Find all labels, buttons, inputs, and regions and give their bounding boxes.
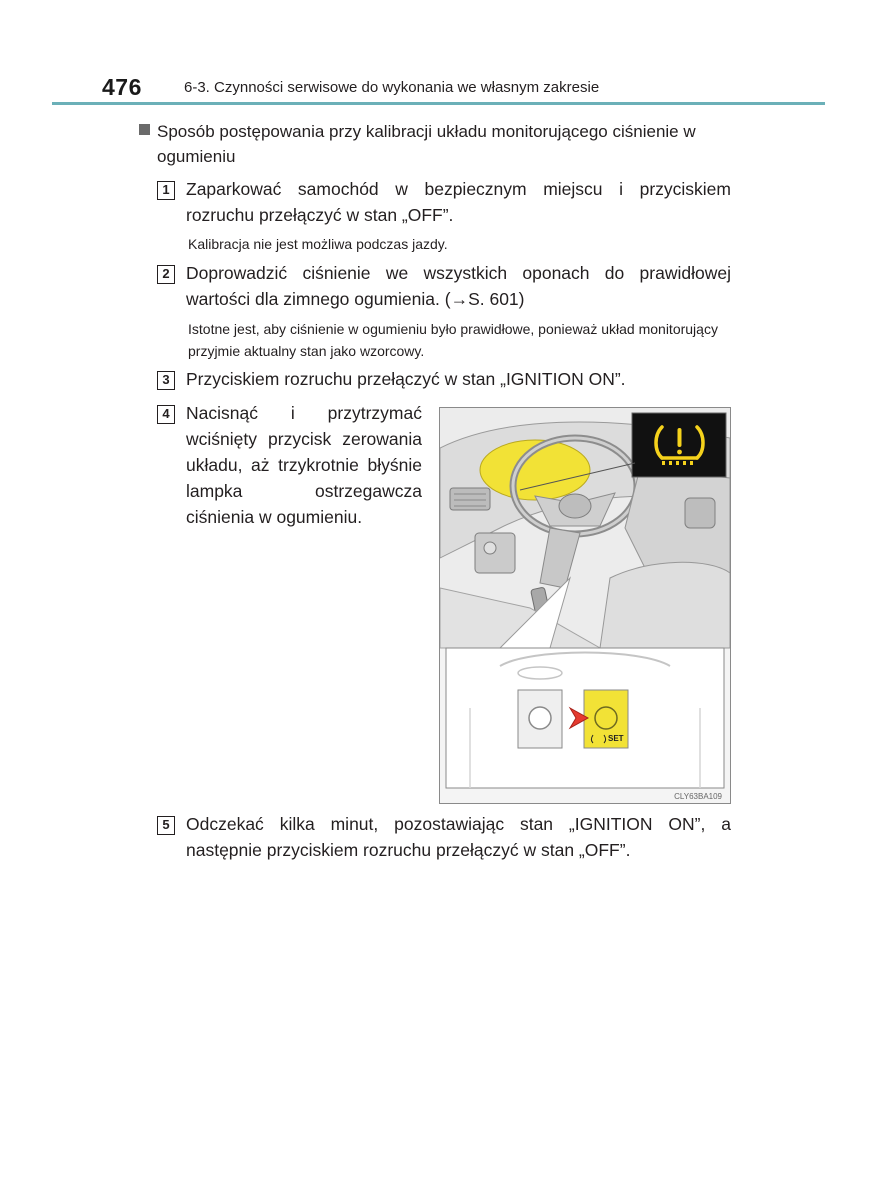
step-number-4: 4 [157, 405, 175, 424]
header-divider [52, 102, 825, 105]
step-number-3: 3 [157, 371, 175, 390]
step-1-note: Kalibracja nie jest możliwa podczas jazdy. [188, 236, 448, 252]
section-title: Sposób postępowania przy kalibracji układu monitorującego ciśnienie w ogumieniu [157, 122, 696, 166]
step-5-text: Odczekać kilka minut, pozostawiając stan „IGNITION ON”, a następnie przyciskiem rozruchu przełączyć w stan „OFF”. [186, 814, 731, 860]
calibration-illustration [439, 407, 731, 804]
step-number-1: 1 [157, 181, 175, 200]
section-bullet-icon [139, 124, 150, 135]
step-3-text: Przyciskiem rozruchu przełączyć w stan „IGNITION ON”. [186, 369, 626, 389]
step-number-2: 2 [157, 265, 175, 284]
step-4-text: Nacisnąć i przytrzymać wciśnięty przycisk zerowania układu, aż trzykrotnie błyśnie lampka ostrzegawcza ciśnienia w ogumieniu. [186, 403, 422, 527]
step-2-text: Doprowadzić ciśnienie we wszystkich oponach do prawidłowej wartości dla zimnego ogumienia. (→S. 601) [186, 263, 731, 309]
page-number: 476 [102, 74, 142, 100]
chapter-title: 6-3. Czynności serwisowe do wykonania we własnym zakresie [184, 79, 600, 96]
step-2-note: Istotne jest, aby ciśnienie w ogumieniu było prawidłowe, ponieważ układ monitorujący przyjmie aktualny stan jako wzorcowy. [188, 321, 718, 359]
set-button-label: SET [608, 734, 624, 743]
figure-code: CLY63BA109 [674, 792, 722, 801]
step-1-text: Zaparkować samochód w bezpiecznym miejscu i przyciskiem rozruchu przełączyć w stan „OFF”. [186, 179, 731, 225]
step-number-5: 5 [157, 816, 175, 835]
